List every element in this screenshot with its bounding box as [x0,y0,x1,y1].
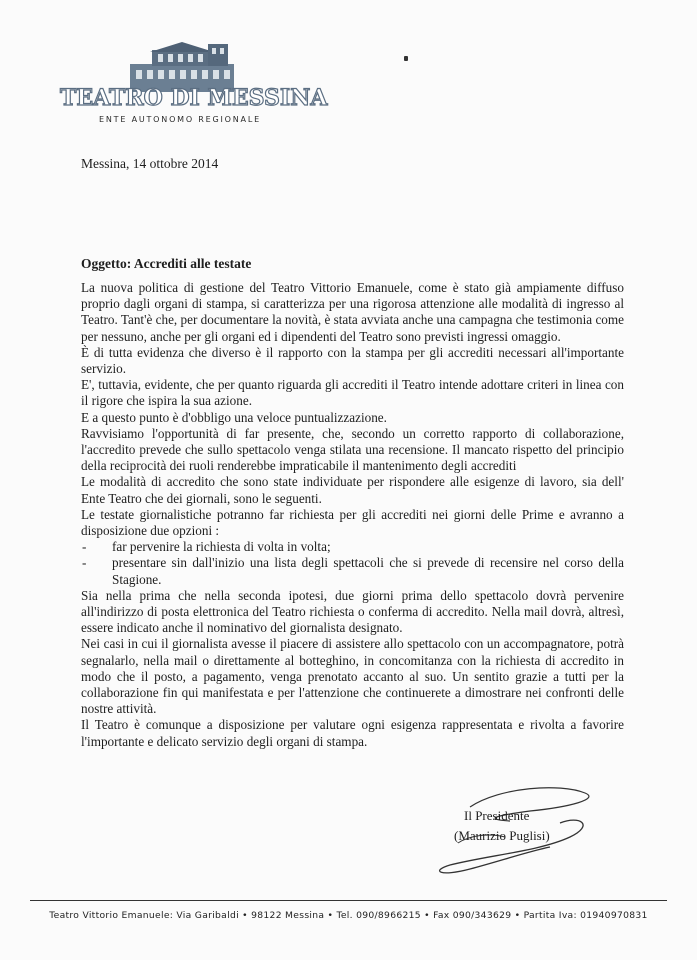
ink-speck [404,56,408,61]
letterhead [60,42,328,124]
paragraph: E a questo punto è d'obbligo una veloce puntualizzazione. [81,409,387,425]
letter-footer: Teatro Vittorio Emanuele: Via Garibaldi • 98122 Messina • Tel. 090/8966215 • Fax 090/343629 • Partita Iva: 01940970831 [49,910,648,921]
letter-subject: Oggetto: Accrediti alle testate [81,256,252,271]
signature-name: (Maurizio Puglisi) [454,828,550,843]
signature-title: Il Presidente [464,808,530,823]
paragraph: Il Teatro è comunque a disposizione per valutare ogni esigenza rappresentata e rivolta a favorire l'importante e delicato servizio degli organi di stampa. [81,717,624,749]
paragraph: Nei casi in cui il giornalista avesse il piacere di assistere allo spettacolo con un accompagnatore, potrà segnalarlo, nella mail o direttamente al botteghino, in concomitanza con la richiesta di accredito in modo che il posto, a pagamento, venga prenotato accanto al suo. Un sentito grazie a tutti per la collaborazione fin qui manifestata e per l'attenzione che continuerete a dimostrare nei confronti delle nostre attività. [81,636,624,717]
letter-date: Messina, 14 ottobre 2014 [81,156,219,171]
options-list [81,539,624,588]
letterhead-subtitle: ENTE AUTONOMO REGIONALE [99,115,261,124]
letter-body [81,280,624,750]
paragraph: Ravvisiamo l'opportunità di far presente, che, secondo un corretto rapporto di collaborazione, l'accredito prevede che sullo spettacolo venga stilata una recensione. Il mancato rispetto del principio della reciprocità dei ruoli renderebbe impraticabile il mantenimento degli accrediti [81,425,624,474]
paragraph: È di tutta evidenza che diverso è il rapporto con la stampa per gli accrediti necessari all'importante servizio. [81,344,624,377]
paragraph: Le modalità di accredito che sono state individuate per rispondere alle esigenze di lavoro, sia dell' Ente Teatro che dei giornali, sono le seguenti. [81,474,624,506]
list-item: - far pervenire la richiesta di volta in volta; [81,539,624,555]
paragraph: Le testate giornalistiche potranno far richiesta per gli accrediti nei giorni delle Prime e avranno a disposizione due opzioni : [81,506,624,539]
footer-divider [30,900,667,901]
signature-block [410,785,610,885]
list-item: - presentare sin dall'inizio una lista degli spettacoli che si prevede di recensire nel corso della Stagione. [81,555,624,587]
letterhead-title: TEATRO DI MESSINA [60,85,328,111]
paragraph: Sia nella prima che nella seconda ipotesi, due giorni prima dello spettacolo dovrà pervenire all'indirizzo di posta elettronica del Teatro richiesta o conferma di accredito. Nella mail dovrà, altresì, essere indicato anche il nominativo del giornalista designato. [81,587,624,636]
paragraph: La nuova politica di gestione del Teatro Vittorio Emanuele, come è stato già ampiamente diffuso proprio dagli organi di stampa, si caratterizza per una rigorosa attenzione alle modalità di ingresso al Teatro. Tant'è che, per documentare la novità, è stata avviata anche una campagna che testimonia come per nessuno, anche per gli organi ed i dipendenti del Teatro sono previsti ingressi omaggio. [81,280,624,344]
paragraph: E', tuttavia, evidente, che per quanto riguarda gli accrediti il Teatro intende adottare criteri in linea con il rigore che ispira la sua azione. [81,377,624,409]
